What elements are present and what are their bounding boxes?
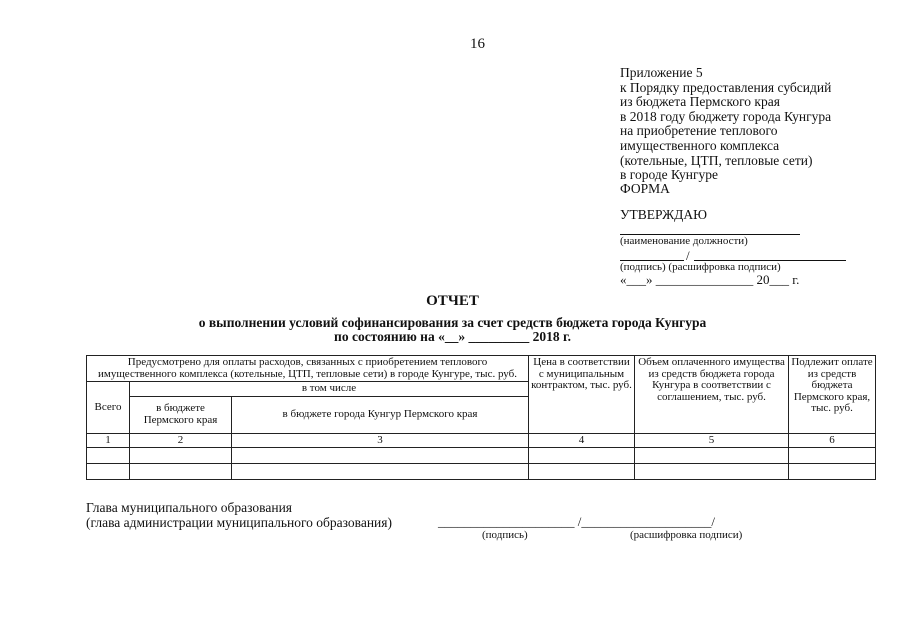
approve-date: «___» _______________ 20___ г.	[620, 272, 800, 287]
column-number: 3	[232, 433, 529, 448]
price-header: Цена в соответствии с муниципальным контрактом, тыс. руб.	[529, 356, 635, 434]
column-number: 5	[635, 433, 789, 448]
footer-line-1: Глава муниципального образования	[86, 500, 293, 515]
approve-label: УТВЕРЖДАЮ	[620, 207, 708, 222]
appendix-line: из бюджета Пермского края	[620, 94, 780, 110]
report-subtitle	[0, 316, 905, 344]
appendix-line: (котельные, ЦТП, тепловые сети)	[620, 152, 813, 168]
appendix-line: на приобретение теплового	[620, 123, 778, 139]
table-cell	[529, 464, 635, 480]
report-subtitle-line: о выполнении условий софинансирования за счет средств бюджета города Кунгура	[198, 315, 707, 330]
signature-separator: /	[686, 248, 690, 263]
position-caption: (наименование должности)	[620, 235, 748, 247]
appendix-line: имущественного комплекса	[620, 137, 780, 153]
table-cell	[635, 448, 789, 464]
appendix-line: в 2018 году бюджету города Кунгура	[620, 108, 832, 124]
appendix-line: Приложение 5	[620, 65, 703, 80]
region-budget-header: в бюджете Пермского края	[130, 396, 232, 433]
report-subtitle-date: по состоянию на «__» _________ 2018 г.	[334, 329, 571, 344]
report-title: ОТЧЕТ	[426, 293, 479, 309]
appendix-line: в городе Кунгуре	[620, 167, 719, 183]
column-number: 1	[87, 433, 130, 448]
column-number: 2	[130, 433, 232, 448]
footer-signature-caption: (подпись)	[482, 529, 528, 541]
column-number: 6	[789, 433, 876, 448]
report-table	[86, 355, 876, 480]
paid-header: Объем оплаченного имущества из средств бюджета города Кунгура в соответствии с соглашением, тыс. руб.	[635, 356, 789, 434]
footer-decode-caption: (расшифровка подписи)	[630, 529, 743, 541]
table-cell	[130, 448, 232, 464]
total-header: Всего	[87, 382, 130, 434]
table-cell	[87, 448, 130, 464]
table-cell	[87, 464, 130, 480]
signature-caption: (подпись) (расшифровка подписи)	[620, 261, 781, 273]
due-header: Подлежит оплате из средств бюджета Пермского края, тыс. руб.	[789, 356, 876, 434]
page-number: 16	[470, 36, 485, 52]
form-label: ФОРМА	[620, 181, 670, 196]
footer-line-2: (глава администрации муниципального образования)	[86, 515, 392, 530]
including-header: в том числе	[130, 382, 529, 397]
table-cell	[232, 448, 529, 464]
table-cell	[635, 464, 789, 480]
planned-header: Предусмотрено для оплаты расходов, связанных с приобретением теплового имущественного комплекса (котельные, ЦТП, тепловые сети) в городе Кунгуре, тыс. руб.	[87, 356, 529, 382]
table-cell	[789, 464, 876, 480]
table-cell	[232, 464, 529, 480]
table-cell	[529, 448, 635, 464]
appendix-line: к Порядку предоставления субсидий	[620, 79, 832, 95]
column-number: 4	[529, 433, 635, 448]
table-row	[87, 448, 876, 464]
table-cell	[130, 464, 232, 480]
table-row	[87, 464, 876, 480]
city-budget-header: в бюджете города Кунгур Пермского края	[232, 396, 529, 433]
footer-signature-line: _____________________ /____________________/	[438, 514, 715, 529]
table-cell	[789, 448, 876, 464]
appendix-block	[620, 66, 831, 183]
